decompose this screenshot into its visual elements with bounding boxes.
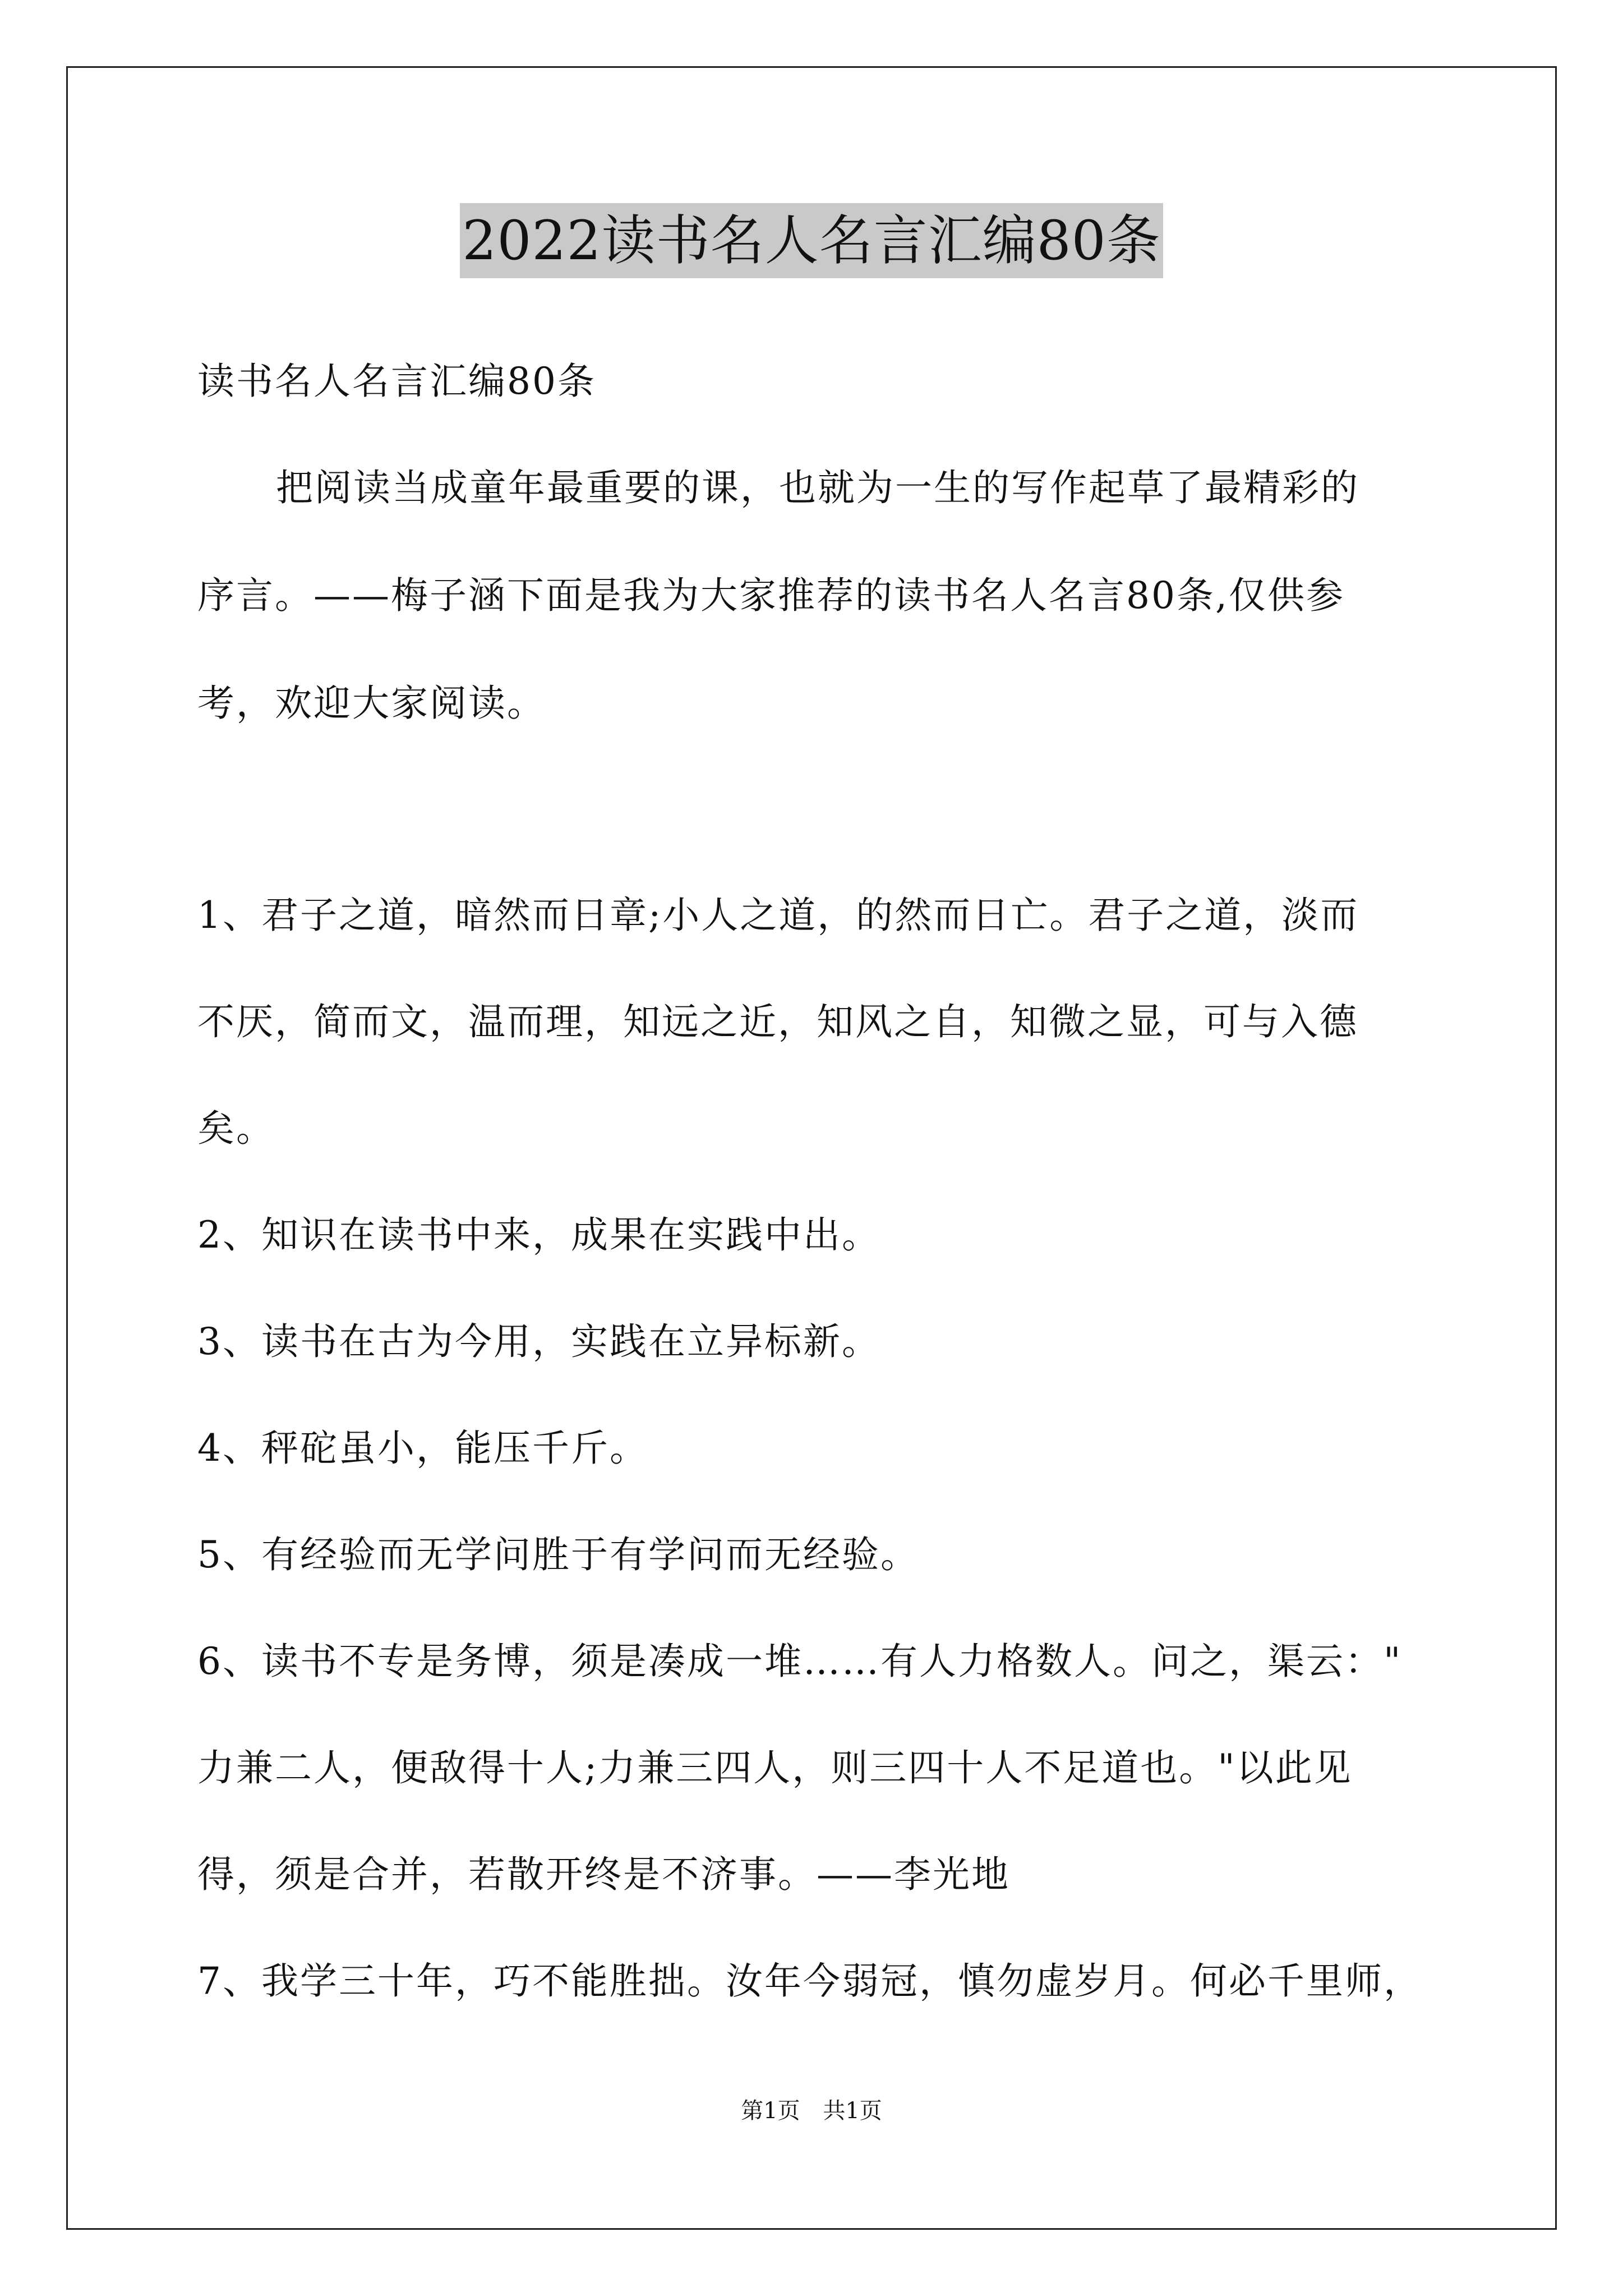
quote-1-line-3: 矣。 — [197, 1107, 275, 1150]
quote-1-line-2: 不厌，简而文，温而理，知远之近，知风之自，知微之显，可与入德 — [197, 1000, 1358, 1043]
quote-6-line-2: 力兼二人，便敌得十人;力兼三四人，则三四十人不足道也。"以此见 — [197, 1746, 1353, 1789]
intro-line-2: 序言。——梅子涵下面是我为大家推荐的读书名人名言80条,仅供参 — [197, 574, 1345, 617]
quote-4: 4、秤砣虽小，能压千斤。 — [197, 1427, 648, 1470]
quote-6-line-3: 得，须是合并，若散开终是不济事。——李光地 — [197, 1853, 1010, 1896]
page-footer — [0, 2097, 1623, 2125]
quote-5: 5、有经验而无学问胜于有学问而无经验。 — [197, 1533, 919, 1576]
quote-2: 2、知识在读书中来，成果在实践中出。 — [197, 1213, 880, 1257]
title-container — [0, 203, 1623, 278]
page-total: 共1页 — [823, 2098, 882, 2124]
quote-1-line-1: 1、君子之道，暗然而日章;小人之道，的然而日亡。君子之道，淡而 — [197, 894, 1359, 937]
quote-7-line-1: 7、我学三十年，巧不能胜拙。汝年今弱冠，慎勿虚岁月。何必千里师， — [197, 1959, 1422, 2003]
intro-line-3: 考，欢迎大家阅读。 — [197, 682, 546, 725]
intro-line-1: 把阅读当成童年最重要的课，也就为一生的写作起草了最精彩的 — [276, 466, 1359, 509]
quote-6-line-1: 6、读书不专是务博，须是凑成一堆……有人力格数人。问之，渠云：" — [197, 1640, 1403, 1683]
page-number: 第1页 — [741, 2098, 800, 2124]
quote-3: 3、读书在古为今用，实践在立异标新。 — [197, 1320, 880, 1363]
document-title: 2022读书名人名言汇编80条 — [460, 203, 1163, 278]
document-subtitle: 读书名人名言汇编80条 — [197, 360, 596, 403]
